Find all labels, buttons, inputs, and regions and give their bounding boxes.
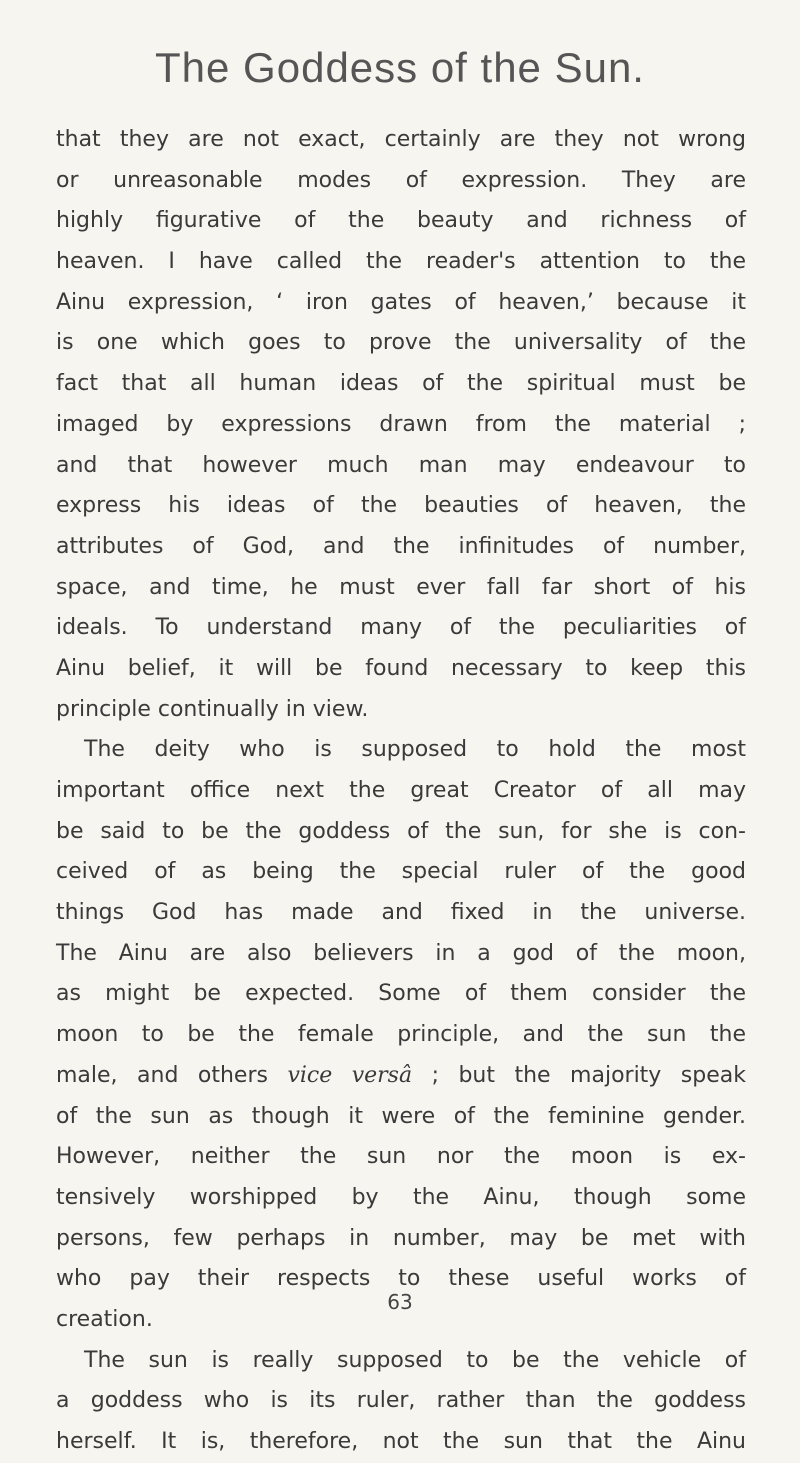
text-line: However, neither the sun nor the moon is ex-	[56, 1144, 746, 1170]
text-segment: male, and others	[56, 1062, 288, 1088]
text-line: that they are not exact, certainly are they not wrong	[56, 127, 746, 152]
text-line: herself. It is, therefore, not the sun that the Ainu	[56, 1429, 746, 1454]
text-line: principle continually in view.	[56, 696, 369, 722]
text-line: ideals. To understand many of the peculiarities of	[56, 615, 746, 641]
italic-phrase: vice versâ	[287, 1062, 413, 1088]
text-line: attributes of God, and the infinitudes of number,	[56, 533, 746, 559]
text-segment: ; but the majority speak	[412, 1062, 746, 1088]
text-line: moon to be the female principle, and the sun the	[56, 1022, 746, 1048]
text-line: and that however much man may endeavour to	[56, 452, 746, 478]
text-line: be said to be the goddess of the sun, for she is con-	[56, 818, 746, 844]
running-head: The Goddess of the Sun.	[155, 44, 645, 91]
text-line: important office next the great Creator of all may	[56, 778, 746, 803]
text-line: The Ainu are also believers in a god of the moon,	[56, 940, 746, 966]
text-line: Ainu expression, ‘ iron gates of heaven,’ because it	[56, 289, 746, 315]
text-line: express his ideas of the beauties of heaven, the	[56, 493, 746, 519]
text-line: heaven. I have called the reader's attention to the	[56, 249, 746, 275]
text-line: space, and time, he must ever fall far short of his	[56, 574, 746, 600]
text-line: fact that all human ideas of the spiritual must be	[56, 371, 746, 397]
text-line: creation.	[56, 1306, 153, 1332]
text-line: The deity who is supposed to hold the most	[84, 737, 746, 763]
text-line: persons, few perhaps in number, may be met with	[56, 1225, 746, 1251]
text-line: a goddess who is its ruler, rather than the goddess	[56, 1388, 746, 1414]
text-line	[56, 1056, 746, 1097]
text-line: who pay their respects to these useful works of	[56, 1266, 746, 1292]
text-line: or unreasonable modes of expression. They are	[56, 167, 746, 193]
text-line: highly figurative of the beauty and richness of	[56, 208, 746, 234]
text-line: Ainu belief, it will be found necessary to keep this	[56, 655, 746, 681]
text-line: imaged by expressions drawn from the material ;	[56, 411, 746, 437]
text-line: as might be expected. Some of them consider the	[56, 981, 746, 1007]
body-text	[56, 120, 746, 1463]
text-line: The sun is really supposed to be the vehicle of	[84, 1347, 746, 1373]
text-line: of the sun as though it were of the feminine gender.	[56, 1103, 746, 1129]
text-line: tensively worshipped by the Ainu, though some	[56, 1184, 746, 1210]
text-line: things God has made and fixed in the universe.	[56, 900, 746, 926]
text-line: is one which goes to prove the universality of the	[56, 330, 746, 356]
page-number: 63	[387, 1290, 413, 1314]
text-line: ceived of as being the special ruler of the good	[56, 859, 746, 885]
